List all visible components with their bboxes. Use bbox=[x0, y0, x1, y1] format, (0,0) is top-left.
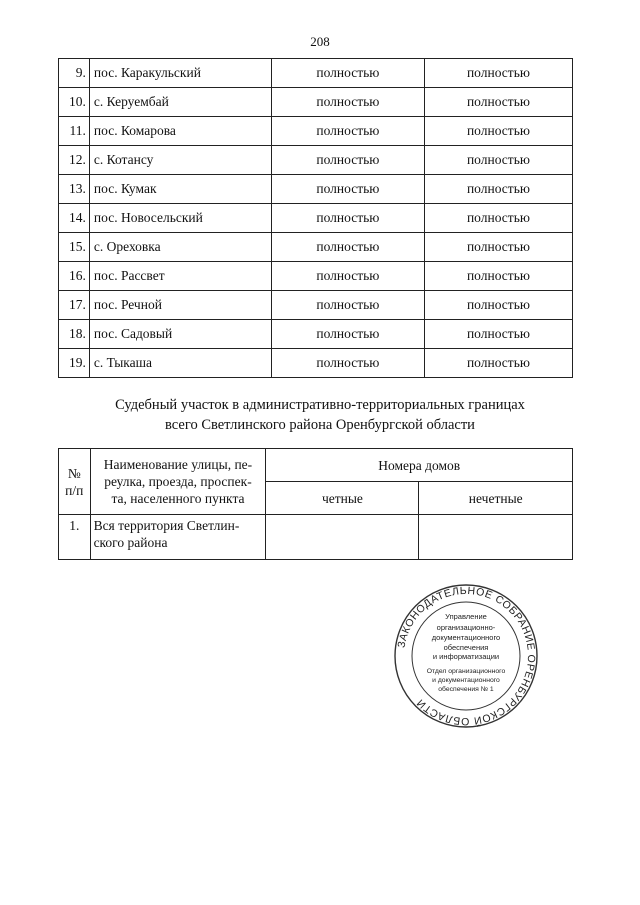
table-row bbox=[59, 515, 573, 560]
header-num-line-1: № bbox=[67, 465, 81, 481]
header-name bbox=[90, 449, 266, 515]
row-odd: полностью bbox=[424, 233, 572, 262]
row-name: с. Котансу bbox=[89, 146, 271, 175]
table-row bbox=[59, 291, 573, 320]
row-odd: полностью bbox=[424, 204, 572, 233]
table-row bbox=[59, 175, 573, 204]
row-odd: полностью bbox=[424, 320, 572, 349]
row-name: пос. Комарова bbox=[89, 117, 271, 146]
header-num-line-2: п/п bbox=[65, 482, 84, 498]
seal-line: Отдел организационного bbox=[426, 668, 506, 675]
row-even: полностью bbox=[271, 349, 424, 378]
header-house-numbers: Номера домов bbox=[266, 449, 573, 482]
seal-inner-text bbox=[427, 612, 506, 693]
seal-line: и документационного bbox=[432, 677, 500, 684]
seal-line: обеспечения № 1 bbox=[438, 686, 494, 693]
row-name-line-2: ского района bbox=[93, 535, 168, 550]
row-even: полностью bbox=[271, 175, 424, 204]
row-even: полностью bbox=[271, 291, 424, 320]
row-even: полностью bbox=[271, 117, 424, 146]
header-even: четные bbox=[266, 482, 419, 515]
row-odd: полностью bbox=[424, 291, 572, 320]
seal-line: обеспечения bbox=[443, 643, 489, 652]
page-number: 208 bbox=[310, 34, 330, 49]
table-row bbox=[59, 146, 573, 175]
row-odd: полностью bbox=[424, 349, 572, 378]
court-section-title bbox=[0, 395, 640, 435]
row-num: 18. bbox=[59, 320, 90, 349]
seal-line: и информатизации bbox=[432, 652, 500, 661]
row-even: полностью bbox=[271, 262, 424, 291]
row-name-line-1: Вся территория Светлин- bbox=[93, 518, 240, 533]
row-odd: полностью bbox=[424, 88, 572, 117]
seal-line: организационно- bbox=[436, 623, 496, 632]
row-odd: полностью bbox=[424, 146, 572, 175]
row-num: 1. bbox=[59, 515, 91, 560]
table-row bbox=[59, 117, 573, 146]
row-name: с. Тыкаша bbox=[89, 349, 271, 378]
settlements-table bbox=[58, 58, 573, 378]
row-name: с. Керуембай bbox=[89, 88, 271, 117]
row-even bbox=[266, 515, 419, 560]
row-even: полностью bbox=[271, 59, 424, 88]
row-num: 15. bbox=[59, 233, 90, 262]
row-num: 9. bbox=[59, 59, 90, 88]
row-odd: полностью bbox=[424, 262, 572, 291]
row-num: 16. bbox=[59, 262, 90, 291]
row-num: 10. bbox=[59, 88, 90, 117]
header-num bbox=[59, 449, 91, 515]
row-name: пос. Новосельский bbox=[89, 204, 271, 233]
table-row bbox=[59, 262, 573, 291]
table-row bbox=[59, 233, 573, 262]
row-odd: полностью bbox=[424, 175, 572, 204]
seal-line: документационного bbox=[431, 633, 501, 642]
table-row bbox=[59, 349, 573, 378]
seal-outer-text: ЗАКОНОДАТЕЛЬНОЕ СОБРАНИЕ ОРЕНБУРГСКОЙ ОБЛАСТИ bbox=[395, 584, 538, 728]
row-num: 19. bbox=[59, 349, 90, 378]
table-row bbox=[59, 204, 573, 233]
header-name-line-2: реулка, проезда, проспек- bbox=[104, 474, 252, 489]
row-name: пос. Садовый bbox=[89, 320, 271, 349]
table-row bbox=[59, 88, 573, 117]
court-title-line-2: всего Светлинского района Оренбургской области bbox=[165, 417, 475, 433]
header-odd: нечетные bbox=[419, 482, 573, 515]
row-name: пос. Речной bbox=[89, 291, 271, 320]
court-district-table bbox=[58, 448, 573, 560]
row-name: пос. Каракульский bbox=[89, 59, 271, 88]
settlements-table-body bbox=[59, 59, 573, 378]
table-row bbox=[59, 320, 573, 349]
row-num: 13. bbox=[59, 175, 90, 204]
header-row bbox=[59, 449, 573, 482]
row-num: 14. bbox=[59, 204, 90, 233]
row-name bbox=[90, 515, 266, 560]
row-name: пос. Рассвет bbox=[89, 262, 271, 291]
row-name: пос. Кумак bbox=[89, 175, 271, 204]
row-even: полностью bbox=[271, 320, 424, 349]
official-seal-stamp bbox=[393, 583, 539, 729]
row-odd: полностью bbox=[424, 59, 572, 88]
court-title-line-1: Судебный участок в административно-территориальных границах bbox=[115, 397, 525, 413]
row-num: 17. bbox=[59, 291, 90, 320]
row-odd bbox=[419, 515, 573, 560]
row-even: полностью bbox=[271, 88, 424, 117]
row-num: 11. bbox=[59, 117, 90, 146]
table-row bbox=[59, 59, 573, 88]
row-name: с. Ореховка bbox=[89, 233, 271, 262]
seal-line: Управление bbox=[445, 612, 487, 621]
header-name-line-3: та, населенного пункта bbox=[111, 491, 245, 506]
row-even: полностью bbox=[271, 146, 424, 175]
row-num: 12. bbox=[59, 146, 90, 175]
row-odd: полностью bbox=[424, 117, 572, 146]
row-even: полностью bbox=[271, 233, 424, 262]
header-name-line-1: Наименование улицы, пе- bbox=[103, 457, 253, 472]
row-even: полностью bbox=[271, 204, 424, 233]
